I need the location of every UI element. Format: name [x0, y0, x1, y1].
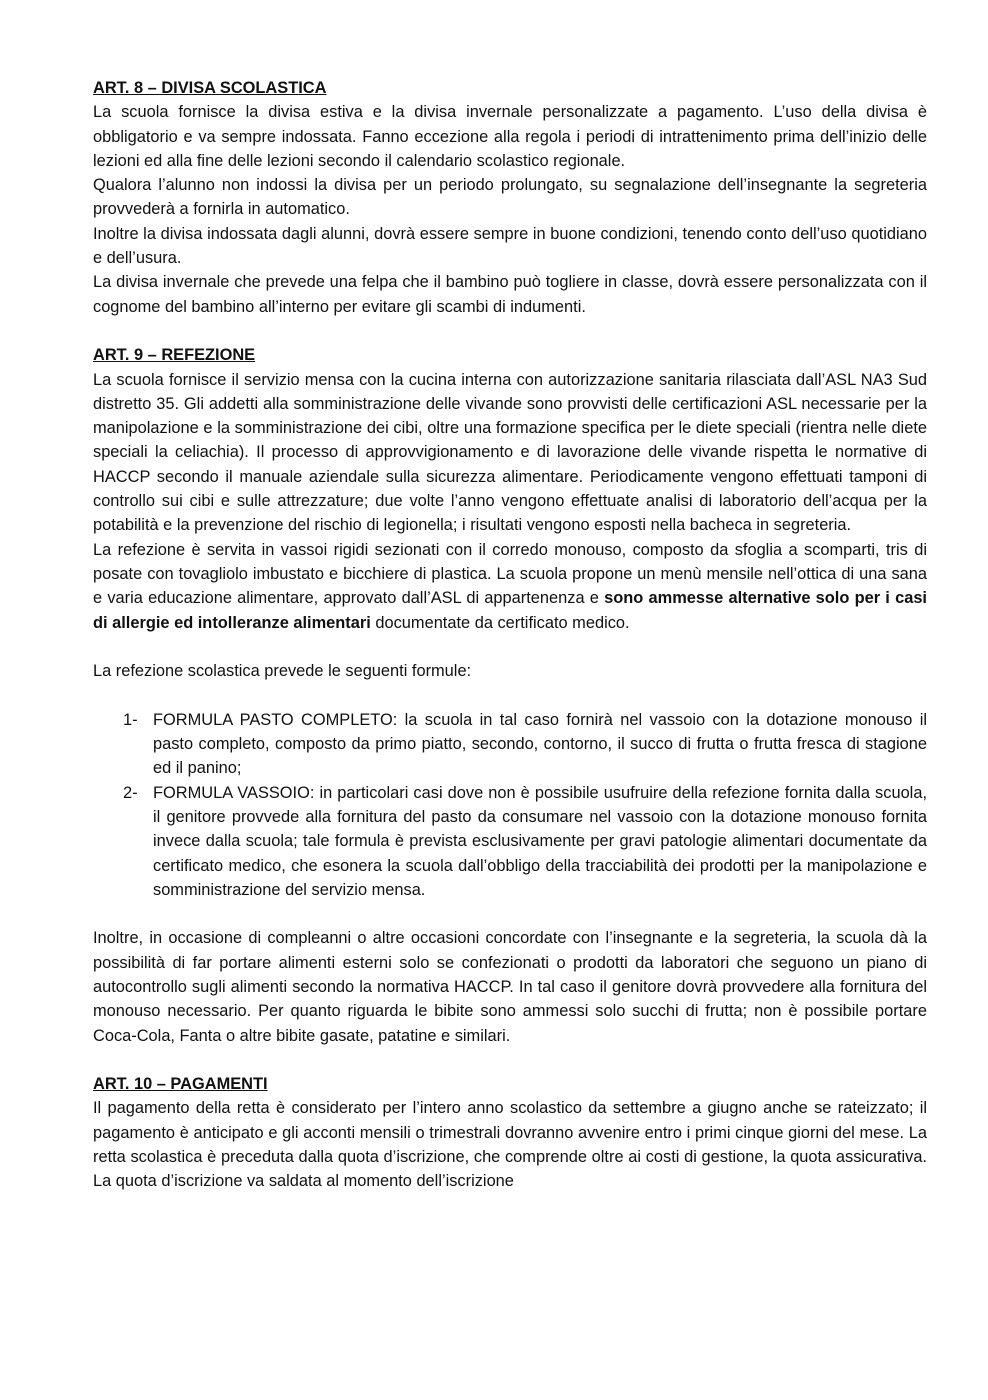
art9-paragraph-2	[93, 538, 927, 635]
art9-paragraph-2-end: documentate da certificato medico.	[370, 613, 630, 632]
art8-paragraph-3: Inoltre la divisa indossata dagli alunni, dovrà essere sempre in buone condizioni, tenendo conto dell’uso quotidiano e dell’usura.	[93, 224, 927, 268]
art8-paragraph-2: Qualora l’alunno non indossi la divisa per un periodo prolungato, su segnalazione dell’insegnante la segreteria provvederà a fornirla in automatico.	[93, 176, 927, 219]
art9-paragraph-2-bold: sono ammesse alternative solo per i casi di allergie ed intolleranze alimentari	[93, 589, 927, 632]
art9-paragraph-3: La refezione scolastica prevede le seguenti formule:	[93, 662, 472, 681]
art9-heading: ART. 9 – REFEZIONE	[93, 346, 256, 365]
art8-paragraph-4: La divisa invernale che prevede una felpa che il bambino può togliere in classe, dovrà essere personalizzata con il cognome del bambino all’interno per evitare gli scambi di indumenti.	[93, 273, 927, 316]
formula-list	[93, 708, 927, 902]
list-item	[93, 781, 927, 902]
art9-paragraph-4: Inoltre, in occasione di compleanni o altre occasioni concordate con l’insegnante e la segreteria, la scuola dà la possibilità di far portare alimenti esterni solo se confezionati o prodotti da laboratori che seguono un piano di autocontrollo sugli alimenti secondo la normativa HACCP. In tal caso il genitore dovrà provvedere alla fornitura del monouso necessario. Per quanto riguarda le bibite sono ammessi solo succhi di frutta; non è possibile portare Coca-Cola, Fanta o altre bibite gasate, patatine e similari.	[93, 929, 927, 1045]
list-item	[93, 708, 927, 781]
document-page	[93, 76, 927, 1194]
list-item-text: FORMULA PASTO COMPLETO: la scuola in tal caso fornirà nel vassoio con la dotazione monouso il pasto completo, composto da primo piatto, secondo, contorno, il succo di frutta o frutta fresca di stagione ed il panino;	[153, 710, 927, 778]
art9-paragraph-2-start: La refezione è servita in vassoi rigidi sezionati con il corredo monouso, composto da sfoglia a scomparti, tris di posate con tovagliolo imbustato e bicchiere di plastica. La scuola propone un menù mensile nell’ottica di una sana e varia educazione alimentare, approvato dall’ASL di appartenenza e	[93, 540, 927, 608]
art8-heading: ART. 8 – DIVISA SCOLASTICA	[93, 79, 327, 97]
art9-paragraph-1: La scuola fornisce il servizio mensa con la cucina interna con autorizzazione sanitaria rilasciata dall’ASL NA3 Sud distretto 35. Gli addetti alla somministrazione delle vivande sono provvisti delle certificazioni ASL necessarie per la manipolazione e la somministrazione dei cibi, oltre una formazione specifica per le diete speciali (rientra nelle diete speciali la celiachia). Il processo di approvvigionamento e di lavorazione delle vivande rispetta le normative di HACCP secondo il manuale aziendale sulla sicurezza alimentare. Periodicamente vengono effettuati tamponi di controllo sui cibi e sulle attrezzature; due volte l’anno vengono effettuate analisi di laboratorio dell’acqua per la potabilità e la prevenzione del rischio di legionella; i risultati vengono esposti nella bacheca in segreteria.	[93, 370, 927, 535]
art10-heading: ART. 10 – PAGAMENTI	[93, 1075, 268, 1094]
art8-paragraph-1: La scuola fornisce la divisa estiva e la divisa invernale personalizzate a pagamento. L’uso della divisa è obbligatorio e va sempre indossata. Fanno eccezione alla regola i periodi di intrattenimento prima dell’inizio delle lezioni ed alla fine delle lezioni secondo il calendario scolastico regionale.	[93, 103, 927, 170]
list-item-number: 1-	[123, 710, 138, 729]
list-item-text: FORMULA VASSOIO: in particolari casi dove non è possibile usufruire della refezione fornita dalla scuola, il genitore provvede alla fornitura del pasto da consumare nel vassoio con la dotazione monouso fornita invece dalla scuola; tale formula è prevista esclusivamente per gravi patologie alimentari documentate da certificato medico, che esonera la scuola dall’obbligo della tracciabilità dei prodotti per la manipolazione e somministrazione del servizio mensa.	[153, 783, 927, 899]
list-item-number: 2-	[123, 783, 138, 802]
art10-paragraph-1: Il pagamento della retta è considerato per l’intero anno scolastico da settembre a giugno anche se rateizzato; il pagamento è anticipato e gli acconti mensili o trimestrali dovranno avvenire entro i primi cinque giorni del mese. La retta scolastica è preceduta dalla quota d’iscrizione, che comprende oltre ai costi di gestione, la quota assicurativa. La quota d’iscrizione va saldata al momento dell’iscrizione	[93, 1099, 927, 1191]
